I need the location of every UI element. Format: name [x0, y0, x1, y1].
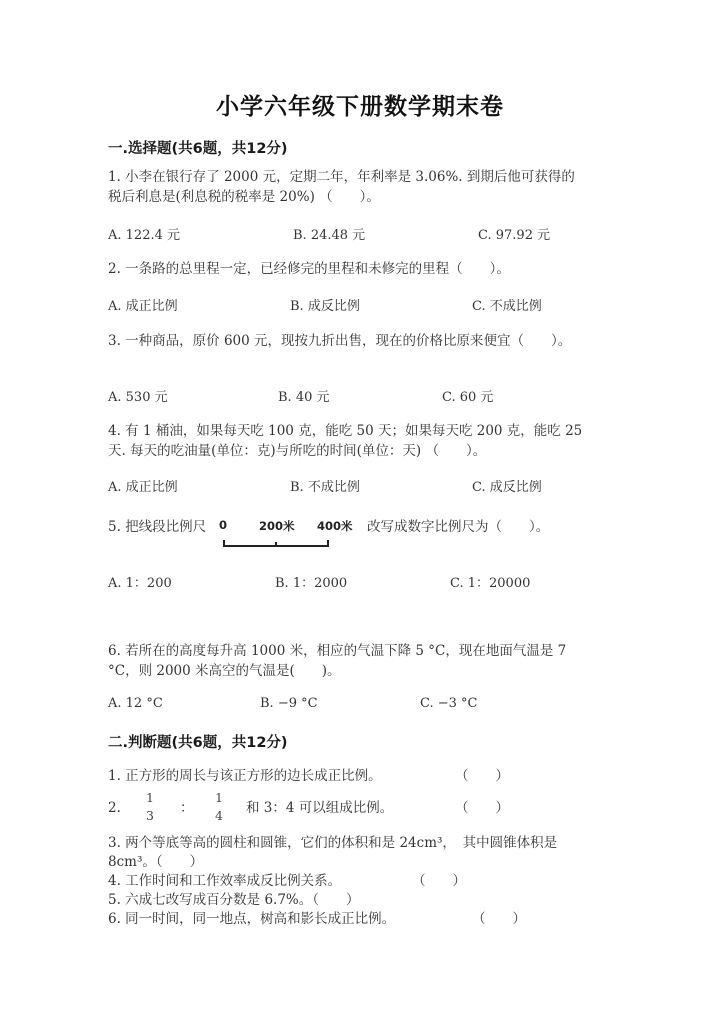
question-4-line-1: 4. 有 1 桶油，如果每天吃 100 克，能吃 50 天；如果每天吃 200 克，能吃 25	[108, 423, 583, 439]
scale-tick	[275, 542, 277, 546]
fraction-one-fourth: 1 4	[215, 790, 223, 823]
judgment-4-blank[interactable]: （ ）	[412, 873, 466, 889]
scale-tick	[223, 540, 225, 546]
judgment-6-text: 6. 同一时间，同一地点，树高和影长成正比例。	[108, 911, 396, 927]
judgment-2-blank[interactable]: （ ）	[455, 800, 509, 816]
judgment-4-text: 4. 工作时间和工作效率成反比例关系。	[108, 873, 342, 889]
question-6-option-b: B. −9 °C	[260, 696, 318, 711]
question-1-line-2: 税后利息是(利息税的税率是 20%) （ ）。	[108, 189, 380, 205]
question-1-option-a: A. 122.4 元	[108, 228, 181, 243]
question-6-option-c: C. −3 °C	[420, 696, 478, 711]
scale-label-200: 200米	[259, 519, 295, 533]
judgment-3-line-1: 3. 两个等底等高的圆柱和圆锥，它们的体积和是 24cm³， 其中圆锥体积是	[108, 835, 558, 851]
question-4-option-c: C. 成反比例	[472, 480, 542, 495]
question-5-prefix: 5. 把线段比例尺	[108, 519, 207, 535]
question-2-option-a: A. 成正比例	[108, 299, 178, 314]
question-4-option-a: A. 成正比例	[108, 480, 178, 495]
section-heading-judgment: 二.判断题(共6题，共12分)	[108, 735, 288, 751]
judgment-2-number: 2.	[108, 800, 121, 816]
question-6-line-2: °C，则 2000 米高空的气温是( )。	[108, 663, 341, 679]
question-5-option-b: B. 1：2000	[275, 576, 348, 591]
question-4-line-2: 天. 每天的吃油量(单位：克)与所吃的时间(单位：天) （ ）。	[108, 443, 487, 459]
question-6-line-1: 6. 若所在的高度每升高 1000 米，相应的气温下降 5 °C，现在地面气温是 7	[108, 643, 567, 659]
judgment-6-blank[interactable]: （ ）	[472, 911, 526, 927]
fraction-one-third: 1 3	[146, 790, 154, 823]
question-2-option-c: C. 不成比例	[472, 299, 542, 314]
scale-bar	[219, 518, 359, 552]
ratio-colon: ：	[180, 800, 194, 816]
question-3-option-c: C. 60 元	[442, 390, 494, 405]
judgment-3-line-2: 8cm³。（ ）	[108, 854, 204, 870]
scale-label-0: 0	[219, 518, 228, 532]
question-4-option-b: B. 不成比例	[290, 480, 360, 495]
question-2-line-1: 2. 一条路的总里程一定，已经修完的里程和未修完的里程（ ）。	[108, 261, 510, 277]
judgment-1-text: 1. 正方形的周长与该正方形的边长成正比例。	[108, 768, 382, 784]
judgment-5-text: 5. 六成七改写成百分数是 6.7%。（ ）	[108, 892, 360, 908]
scale-label-400: 400米	[317, 519, 353, 533]
question-1-line-1: 1. 小李在银行存了 2000 元，定期二年，年利率是 3.06%. 到期后他可获得的	[108, 169, 575, 185]
question-1-option-b: B. 24.48 元	[293, 228, 366, 243]
question-3-option-b: B. 40 元	[278, 390, 330, 405]
question-1-option-c: C. 97.92 元	[478, 228, 551, 243]
question-3-option-a: A. 530 元	[108, 390, 168, 405]
question-3-line-1: 3. 一种商品，原价 600 元，现按九折出售，现在的价格比原来便宜（ ）。	[108, 333, 572, 349]
judgment-2-text: 和 3：4 可以组成比例。	[246, 800, 394, 816]
question-2-option-b: B. 成反比例	[290, 299, 360, 314]
page-title: 小学六年级下册数学期末卷	[216, 94, 504, 120]
section-heading-choice: 一.选择题(共6题，共12分)	[108, 141, 288, 157]
question-5-suffix: 改写成数字比例尺为（ ）。	[367, 519, 550, 535]
question-5-option-c: C. 1：20000	[450, 576, 531, 591]
judgment-1-blank[interactable]: （ ）	[455, 768, 509, 784]
question-5-option-a: A. 1：200	[108, 576, 172, 591]
scale-tick	[327, 540, 329, 546]
question-6-option-a: A. 12 °C	[108, 696, 163, 711]
